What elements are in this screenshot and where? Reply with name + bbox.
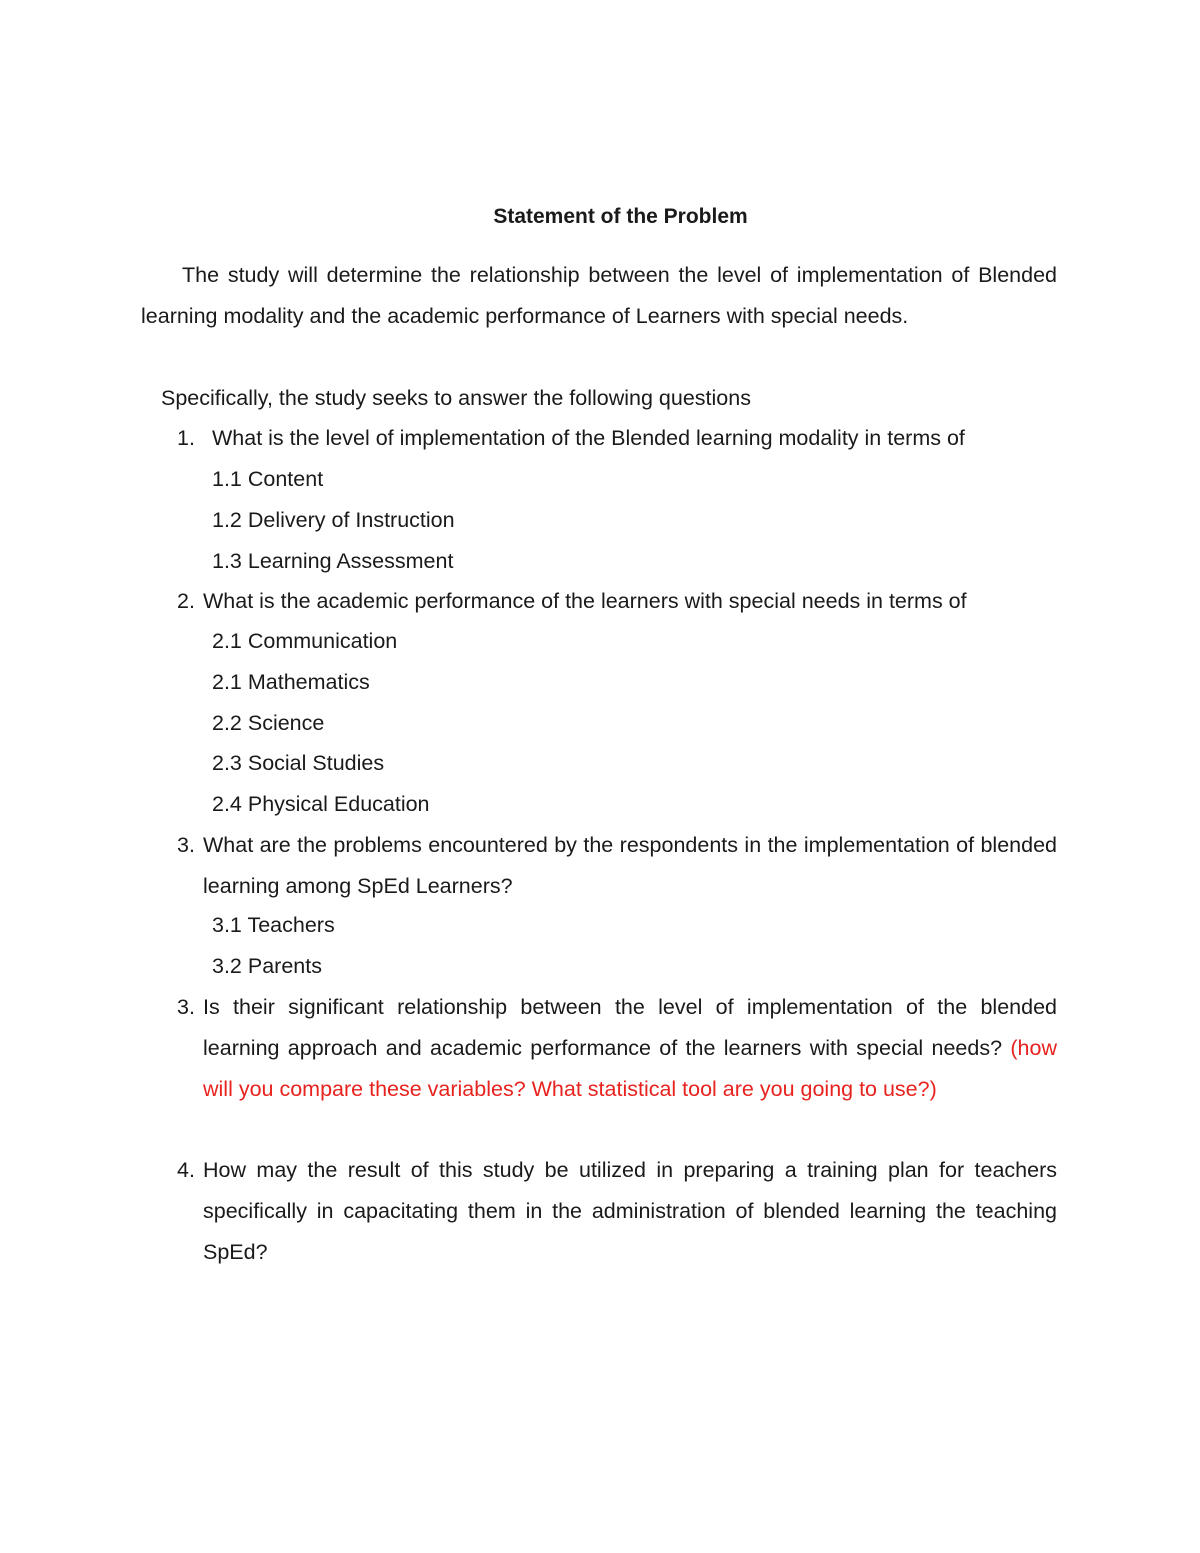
question-text: What is the academic performance of the learners with special needs in terms of xyxy=(203,589,967,613)
question-text-content: Is their significant relationship between the level of implementation of the blended learning approach and academic performance of the learners with special needs? xyxy=(203,995,1057,1060)
list-item-subitem: 2.4 Physical Education xyxy=(212,792,430,816)
question-number: 2. xyxy=(177,589,195,613)
question-text xyxy=(203,825,1057,907)
reviewer-comment: (how will you compare these variables? What statistical tool are you going to use?) xyxy=(203,1036,1057,1101)
question-number: 1. xyxy=(177,426,195,450)
list-item-subitem: 2.2 Science xyxy=(212,711,325,735)
list-item-subitem: 2.3 Social Studies xyxy=(212,751,385,775)
list-item-subitem: 3.1 Teachers xyxy=(212,913,335,937)
specifically-line: Specifically, the study seeks to answer the following questions xyxy=(161,386,751,410)
list-item-subitem: 1.1 Content xyxy=(212,467,324,491)
list-item-subitem: 3.2 Parents xyxy=(212,954,322,978)
question-number: 4. xyxy=(177,1158,195,1182)
question-number: 3. xyxy=(177,995,195,1019)
page-title: Statement of the Problem xyxy=(493,205,748,228)
list-item-subitem: 2.1 Mathematics xyxy=(212,670,370,694)
intro-paragraph: The study will determine the relationship between the level of implementation of Blended learning modality and the academic performance of Learners with special needs. xyxy=(141,263,1057,328)
question-number: 3. xyxy=(177,833,195,857)
list-item-subitem: 1.2 Delivery of Instruction xyxy=(212,508,455,532)
question-text xyxy=(203,1150,1057,1273)
question-text-content: What are the problems encountered by the respondents in the implementation of blended learning among SpEd Learners? xyxy=(203,833,1057,898)
question-text: What is the level of implementation of the Blended learning modality in terms of xyxy=(212,426,965,450)
question-text-content: How may the result of this study be utilized in preparing a training plan for teachers specifically in capacitating them in the administration of blended learning the teaching SpEd? xyxy=(203,1158,1057,1264)
list-item-subitem: 2.1 Communication xyxy=(212,629,398,653)
list-item-subitem: 1.3 Learning Assessment xyxy=(212,549,454,573)
question-text xyxy=(203,987,1057,1110)
